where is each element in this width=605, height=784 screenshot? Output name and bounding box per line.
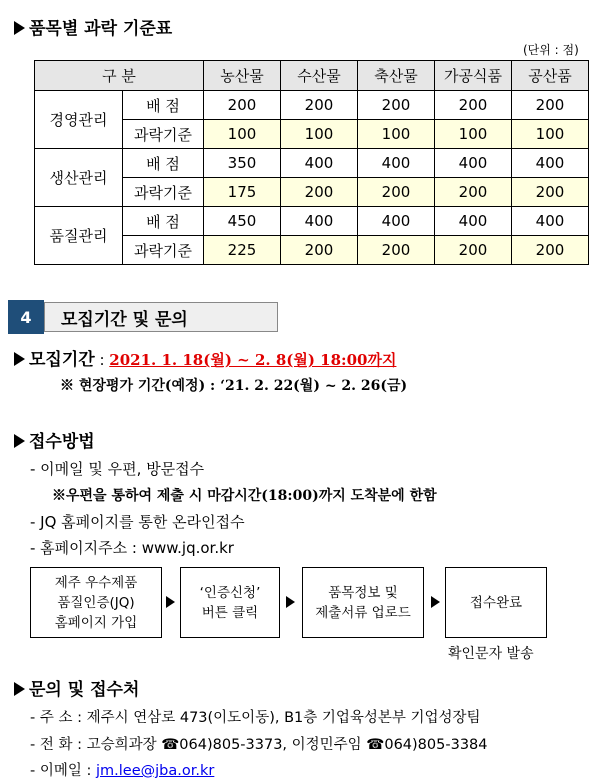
cutoff-cell: 225 xyxy=(204,236,281,265)
step-apply-button: ‘인증신청’ 버튼 클릭 xyxy=(180,567,280,638)
cutoff-cell: 100 xyxy=(358,120,435,149)
cutoff-cell: 100 xyxy=(204,120,281,149)
cutoff-cell: 200 xyxy=(281,178,358,207)
triangle-bullet-icon xyxy=(14,434,25,448)
triangle-bullet-icon xyxy=(14,21,25,35)
table-row xyxy=(35,91,589,120)
arrow-right-icon xyxy=(166,596,175,608)
score-cell: 400 xyxy=(281,149,358,178)
header-col: 수산물 xyxy=(281,61,358,91)
score-cell: 400 xyxy=(512,149,589,178)
arrow-right-icon xyxy=(286,596,295,608)
recruitment-period: 2021. 1. 18(월) ~ 2. 8(월) 18:00까지 xyxy=(109,351,397,369)
score-cell: 400 xyxy=(512,207,589,236)
score-cell: 200 xyxy=(512,91,589,120)
group-label: 품질관리 xyxy=(35,207,123,265)
cutoff-cell: 175 xyxy=(204,178,281,207)
step-complete: 접수완료 xyxy=(445,567,547,638)
section-number: 4 xyxy=(8,300,44,334)
score-cell: 450 xyxy=(204,207,281,236)
triangle-bullet-icon xyxy=(14,682,25,696)
cutoff-cell: 200 xyxy=(435,178,512,207)
application-heading: 접수방법 xyxy=(14,427,95,452)
score-label: 배 점 xyxy=(123,149,204,178)
score-cell: 200 xyxy=(204,91,281,120)
section-title: 모집기간 및 문의 xyxy=(44,302,278,332)
arrow-right-icon xyxy=(431,596,440,608)
unit-note: (단위 : 점) xyxy=(523,43,579,57)
score-cell: 200 xyxy=(358,91,435,120)
cutoff-cell: 200 xyxy=(512,178,589,207)
recruitment-heading: 모집기간 : 2021. 1. 18(월) ~ 2. 8(월) 18:00까지 xyxy=(14,345,396,370)
score-cell: 200 xyxy=(435,91,512,120)
group-label: 경영관리 xyxy=(35,91,123,149)
contact-phone: - 전 화 : 고승희과장 ☎064)805-3373, 이정민주임 ☎064)805-3384 xyxy=(30,737,488,753)
email-link[interactable]: jm.lee@jba.or.kr xyxy=(95,763,215,779)
score-cell: 400 xyxy=(435,149,512,178)
group-label: 생산관리 xyxy=(35,149,123,207)
score-cell: 400 xyxy=(281,207,358,236)
header-col: 가공식품 xyxy=(435,61,512,91)
header-col: 축산물 xyxy=(358,61,435,91)
header-category: 구 분 xyxy=(35,61,204,91)
score-label: 배 점 xyxy=(123,207,204,236)
cutoff-cell: 200 xyxy=(281,236,358,265)
score-cell: 400 xyxy=(358,207,435,236)
score-cell: 400 xyxy=(435,207,512,236)
score-label: 배 점 xyxy=(123,91,204,120)
score-cell: 200 xyxy=(281,91,358,120)
application-item: - 홈페이지주소 : www.jq.or.kr xyxy=(30,539,234,557)
contact-heading: 문의 및 접수처 xyxy=(14,675,139,700)
cutoff-cell: 200 xyxy=(512,236,589,265)
pass-label: 과락기준 xyxy=(123,236,204,265)
score-cell: 350 xyxy=(204,149,281,178)
score-cell: 400 xyxy=(358,149,435,178)
mail-deadline-note: ※우편을 통하여 제출 시 마감시간(18:00)까지 도착분에 한함 xyxy=(52,488,437,504)
application-item: - JQ 홈페이지를 통한 온라인접수 xyxy=(30,513,245,531)
cutoff-cell: 100 xyxy=(281,120,358,149)
confirmation-sms-note: 확인문자 발송 xyxy=(448,646,534,662)
step-upload: 품목정보 및 제출서류 업로드 xyxy=(302,567,424,638)
cutoff-cell: 200 xyxy=(358,236,435,265)
table-header-row xyxy=(35,61,589,91)
step-signup: 제주 우수제품 품질인증(JQ) 홈페이지 가입 xyxy=(30,567,162,638)
table-row xyxy=(35,149,589,178)
header-col: 농산물 xyxy=(204,61,281,91)
cutoff-cell: 100 xyxy=(435,120,512,149)
criteria-table xyxy=(34,60,589,265)
pass-label: 과락기준 xyxy=(123,178,204,207)
header-col: 공산품 xyxy=(512,61,589,91)
cutoff-cell: 200 xyxy=(358,178,435,207)
application-item: - 이메일 및 우편, 방문접수 xyxy=(30,460,205,478)
triangle-bullet-icon xyxy=(14,352,25,366)
cutoff-cell: 200 xyxy=(435,236,512,265)
criteria-heading: 품목별 과락 기준표 xyxy=(14,14,172,39)
contact-address: - 주 소 : 제주시 연삼로 473(이도이동), B1층 기업육성본부 기업성장팀 xyxy=(30,710,481,726)
contact-email-row: - 이메일 : jm.lee@jba.or.kr xyxy=(30,763,215,779)
pass-label: 과락기준 xyxy=(123,120,204,149)
cutoff-cell: 100 xyxy=(512,120,589,149)
site-eval-note: ※ 현장평가 기간(예정) : ‘21. 2. 22(월) ~ 2. 26(금) xyxy=(60,378,408,394)
table-row xyxy=(35,207,589,236)
